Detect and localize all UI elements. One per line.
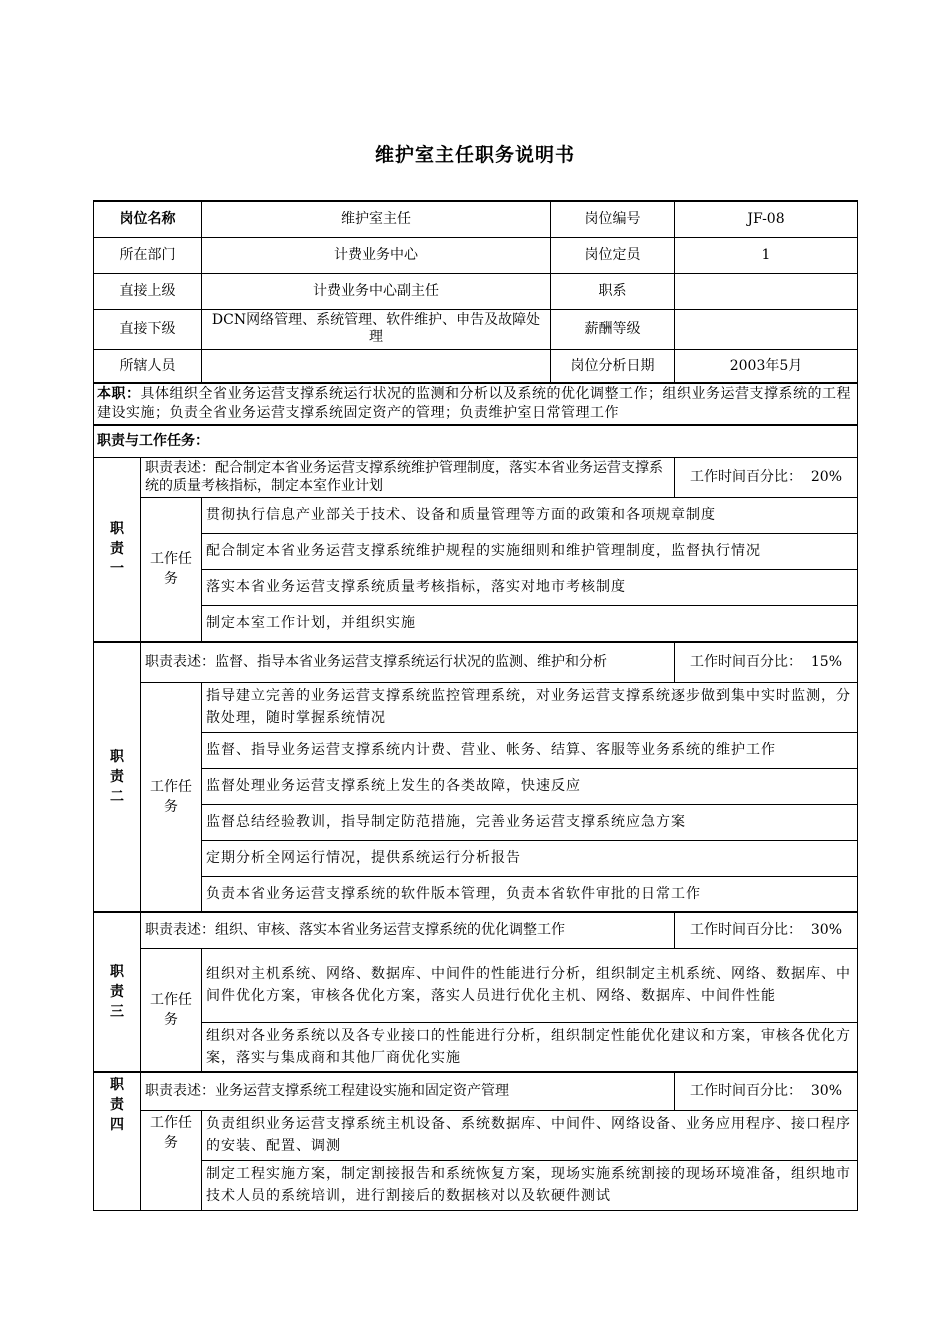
superior-value: 计费业务中心副主任 xyxy=(202,273,551,309)
duty-1-work-task-text: 工作任务 xyxy=(150,551,192,588)
duty-3-work-task-text: 工作任务 xyxy=(150,991,192,1028)
main-duty-label: 本职： xyxy=(97,386,141,402)
row-position-name xyxy=(94,201,858,237)
duty-3-task-row xyxy=(94,1022,858,1072)
duty-3-task-2: 组织对各业务系统以及各专业接口的性能进行分析，组织制定性能优化建议和方案，审核各优化方案，落实与集成商和其他厂商优化实施 xyxy=(202,1022,858,1072)
duty-2-name-cell xyxy=(94,642,141,912)
duty-4-task-row xyxy=(94,1160,858,1210)
row-department xyxy=(94,237,858,273)
duty-4-pct: 30% xyxy=(810,1083,843,1100)
department-label: 所在部门 xyxy=(94,237,202,273)
duty-1-name-cell xyxy=(94,457,141,642)
job-series-value xyxy=(675,273,858,309)
position-name-value: 维护室主任 xyxy=(202,201,551,237)
duty-4-work-task-text: 工作任务 xyxy=(150,1114,192,1151)
main-duty-cell xyxy=(94,383,858,425)
subordinate-value: DCN网络管理、系统管理、软件维护、申告及故障处理 xyxy=(202,309,551,349)
page-title: 维护室主任职务说明书 xyxy=(374,144,575,166)
duty-1-name: 职责一 xyxy=(110,521,124,578)
duty-2-pct: 15% xyxy=(810,654,843,671)
duty-2-task-1: 指导建立完善的业务运营支撑系统监控管理系统，对业务运营支撑系统逐步做到集中实时监测，分散处理，随时掌握系统情况 xyxy=(202,682,858,732)
main-duty-text: 具体组织全省业务运营支撑系统运行状况的监测和分析以及系统的优化调整工作；组织业务运营支撑系统的工程建设实施；负责全省业务运营支撑系统固定资产的管理；负责维护室日常管理工作 xyxy=(97,386,851,421)
analysis-date-value: 2003年5月 xyxy=(675,349,858,383)
duty-2-task-3: 监督处理业务运营支撑系统上发生的各类故障，快速反应 xyxy=(202,768,858,804)
duty-1-task-1: 贯彻执行信息产业部关于技术、设备和质量管理等方面的政策和各项规章制度 xyxy=(202,497,858,533)
duty-3-pct: 30% xyxy=(810,922,843,939)
duty-2-task-row xyxy=(94,840,858,876)
duty-2-pct-cell xyxy=(675,642,858,682)
duty-1-task-row xyxy=(94,497,858,533)
position-code-label: 岗位编号 xyxy=(551,201,675,237)
staff-quota-label: 岗位定员 xyxy=(551,237,675,273)
duty-2-name: 职责二 xyxy=(110,749,124,805)
duty-1-task-2: 配合制定本省业务运营支撑系统维护规程的实施细则和维护管理制度，监督执行情况 xyxy=(202,533,858,569)
duty-1-pct-cell xyxy=(675,457,858,497)
duty-2-task-5: 定期分析全网运行情况，提供系统运行分析报告 xyxy=(202,840,858,876)
duty-2-pct-label: 工作时间百分比： xyxy=(689,654,802,671)
managed-staff-value xyxy=(202,349,551,383)
duty-1-desc: 职责表述：配合制定本省业务运营支撑系统维护管理制度，落实本省业务运营支撑系统的质量考核指标，制定本室作业计划 xyxy=(141,457,675,497)
superior-label: 直接上级 xyxy=(94,273,202,309)
duty-2-work-task-label xyxy=(141,682,202,912)
duty-2-task-row xyxy=(94,768,858,804)
duty-4-task-1: 负责组织业务运营支撑系统主机设备、系统数据库、中间件、网络设备、业务应用程序、接口程序的安装、配置、调测 xyxy=(202,1110,858,1160)
duty-2-task-2: 监督、指导业务运营支撑系统内计费、营业、帐务、结算、客服等业务系统的维护工作 xyxy=(202,732,858,768)
row-main-duty xyxy=(94,383,858,425)
duty-4-task-2: 制定工程实施方案，制定割接报告和系统恢复方案，现场实施系统割接的现场环境准备，组织地市技术人员的系统培训，进行割接后的数据核对以及软硬件测试 xyxy=(202,1160,858,1210)
duty-1-task-row xyxy=(94,569,858,605)
row-responsibilities-header xyxy=(94,425,858,457)
duty-3-desc-row xyxy=(94,912,858,948)
department-value: 计费业务中心 xyxy=(202,237,551,273)
staff-quota-value: 1 xyxy=(675,237,858,273)
duty-2-task-4: 监督总结经验教训，指导制定防范措施，完善业务运营支撑系统应急方案 xyxy=(202,804,858,840)
duty-3-desc: 职责表述：组织、审核、落实本省业务运营支撑系统的优化调整工作 xyxy=(141,912,675,948)
duty-2-task-row xyxy=(94,804,858,840)
salary-grade-value xyxy=(675,309,858,349)
duty-3-name: 职责三 xyxy=(110,964,124,1020)
responsibilities-label: 职责与工作任务： xyxy=(94,425,858,457)
duty-3-work-task-label xyxy=(141,948,202,1072)
duty-1-pct: 20% xyxy=(810,469,843,485)
duty-4-pct-cell xyxy=(675,1072,858,1110)
managed-staff-label: 所辖人员 xyxy=(94,349,202,383)
duty-3-pct-cell xyxy=(675,912,858,948)
duty-1-task-row xyxy=(94,533,858,569)
job-description-table xyxy=(93,200,858,1211)
duty-2-desc-row xyxy=(94,642,858,682)
salary-grade-label: 薪酬等级 xyxy=(551,309,675,349)
duty-3-pct-label: 工作时间百分比： xyxy=(689,922,802,939)
duty-2-desc: 职责表述：监督、指导本省业务运营支撑系统运行状况的监测、维护和分析 xyxy=(141,642,675,682)
duty-4-name: 职责四 xyxy=(110,1077,124,1133)
duty-2-task-6: 负责本省业务运营支撑系统的软件版本管理，负责本省软件审批的日常工作 xyxy=(202,876,858,912)
duty-1-task-4: 制定本室工作计划，并组织实施 xyxy=(202,605,858,642)
job-series-label: 职系 xyxy=(551,273,675,309)
duty-2-work-task-text: 工作任务 xyxy=(150,778,192,815)
duty-4-pct-label: 工作时间百分比： xyxy=(689,1083,802,1100)
duty-2-task-row xyxy=(94,732,858,768)
position-code-value: JF-08 xyxy=(675,201,858,237)
row-subordinate xyxy=(94,309,858,349)
duty-1-work-task-label xyxy=(141,497,202,642)
duty-4-work-task-label xyxy=(141,1110,202,1210)
duty-1-desc-row xyxy=(94,457,858,497)
analysis-date-label: 岗位分析日期 xyxy=(551,349,675,383)
duty-4-desc: 职责表述：业务运营支撑系统工程建设实施和固定资产管理 xyxy=(141,1072,675,1110)
duty-4-name-cell xyxy=(94,1072,141,1210)
duty-2-task-row xyxy=(94,876,858,912)
duty-1-task-row xyxy=(94,605,858,642)
row-managed-staff xyxy=(94,349,858,383)
duty-4-task-row xyxy=(94,1110,858,1160)
row-superior xyxy=(94,273,858,309)
duty-1-pct-label: 工作时间百分比： xyxy=(689,469,802,485)
duty-2-task-row xyxy=(94,682,858,732)
duty-3-task-1: 组织对主机系统、网络、数据库、中间件的性能进行分析，组织制定主机系统、网络、数据库、中间件优化方案，审核各优化方案，落实人员进行优化主机、网络、数据库、中间件性能 xyxy=(202,948,858,1022)
position-name-label: 岗位名称 xyxy=(94,201,202,237)
duty-3-name-cell xyxy=(94,912,141,1072)
subordinate-label: 直接下级 xyxy=(94,309,202,349)
duty-1-task-3: 落实本省业务运营支撑系统质量考核指标，落实对地市考核制度 xyxy=(202,569,858,605)
duty-4-desc-row xyxy=(94,1072,858,1110)
duty-3-task-row xyxy=(94,948,858,1022)
